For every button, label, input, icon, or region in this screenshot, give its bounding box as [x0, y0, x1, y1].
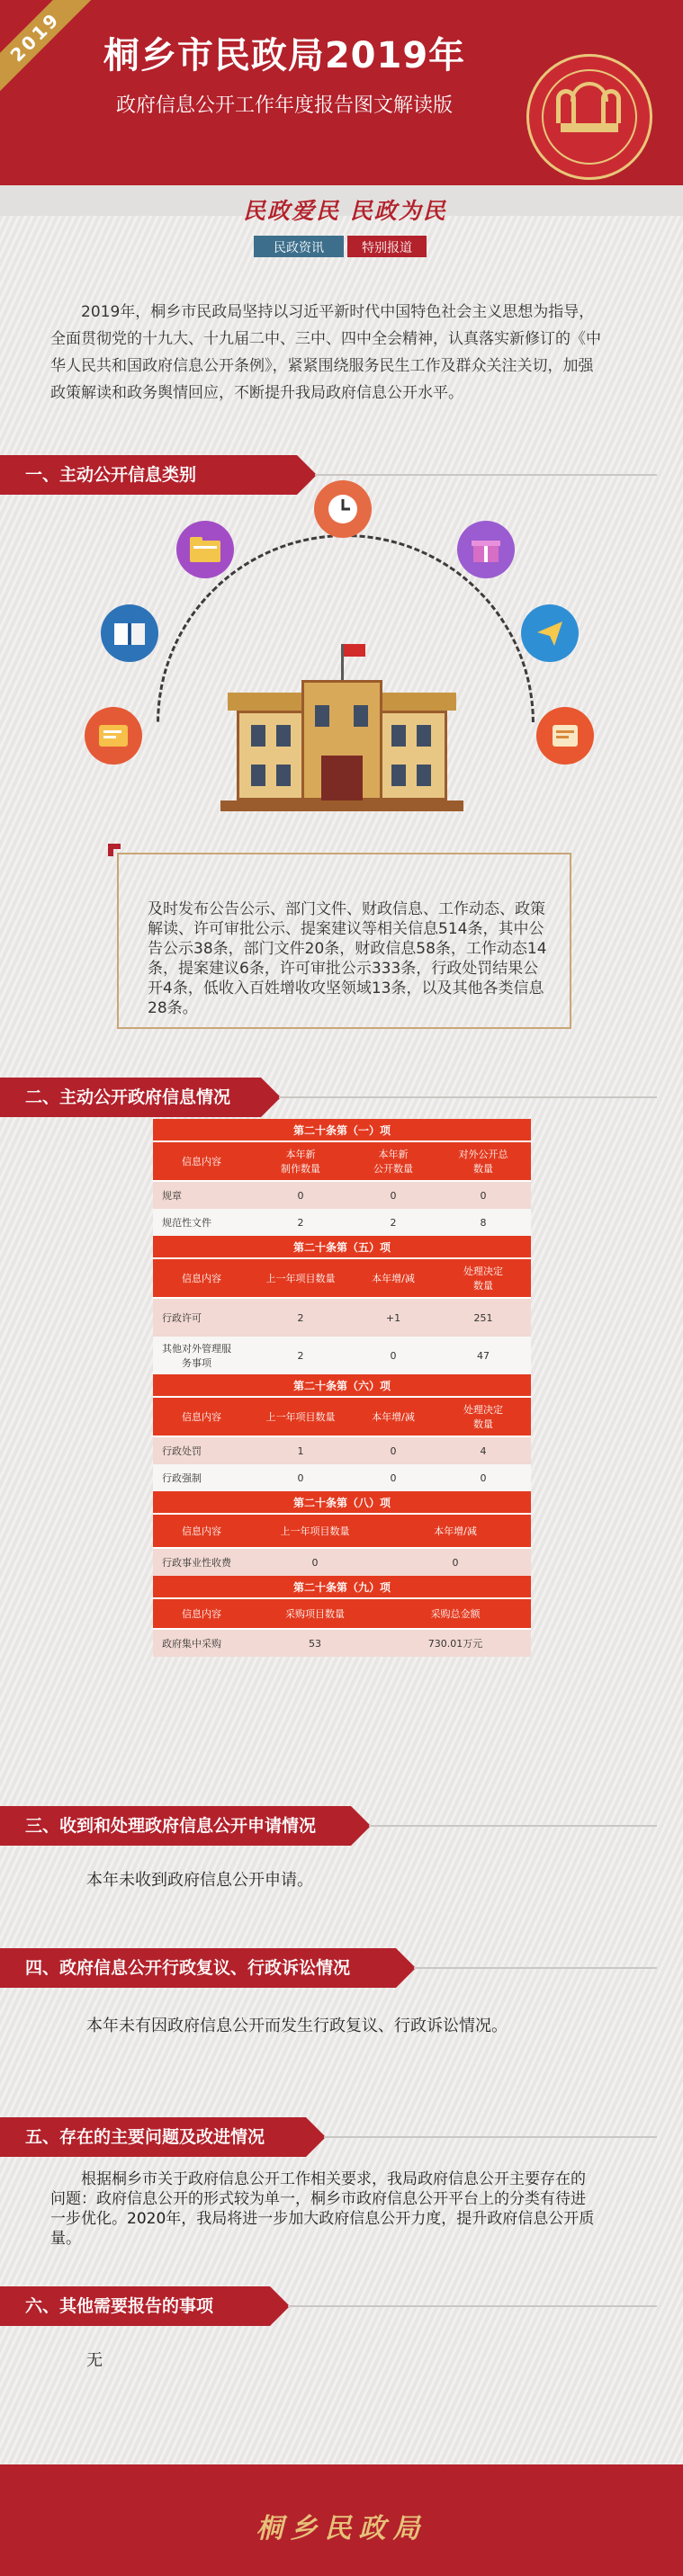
column-header: 信息内容 [182, 1156, 221, 1167]
id-card-icon [536, 707, 594, 765]
table-cell: 0 [311, 1556, 319, 1569]
table-cell: 2 [297, 1216, 304, 1229]
divider [414, 1967, 657, 1969]
send-icon [521, 604, 579, 662]
divider [324, 2136, 657, 2138]
table-cell: 53 [309, 1637, 321, 1650]
divider [315, 474, 657, 476]
table-cell: 0 [390, 1349, 397, 1362]
table-row [153, 1630, 531, 1657]
table-row [153, 1337, 531, 1374]
section-heading-1: 一、主动公开信息类别 [0, 455, 297, 495]
divider [369, 1825, 657, 1827]
column-header: 信息内容 [182, 1525, 221, 1537]
section-heading-4: 四、政府信息公开行政复议、行政诉讼情况 [0, 1948, 396, 1988]
table-cell: 政府集中采购 [162, 1638, 221, 1650]
column-header: 上一年项目数量 [265, 1273, 336, 1284]
column-header: 处理决定 数量 [463, 1266, 503, 1292]
table-cell: 0 [390, 1189, 397, 1202]
section3-paragraph: 本年未收到政府信息公开申请。 [86, 1871, 313, 1890]
section1-paragraph: 及时发布公告公示、部门文件、财政信息、工作动态、政策解读、许可审批公示、提案建议等相关信息514条，其中公告公示38条，部门文件20条，财政信息58条，工作动态14条，提案建议6条，许可审批公示333条，行政处罚结果公开4条，低收入百姓增收攻坚领域13条，以及其他各类信息28条。 [148, 900, 547, 1017]
table-header-row [153, 1398, 531, 1437]
table-cell: 规章 [162, 1190, 182, 1202]
intro-paragraph: 2019年，桐乡市民政局坚持以习近平新时代中国特色社会主义思想为指导，全面贯彻党的十九大、十九届二中、三中、四中全会精神，认真落实新修订的《中华人民共和国政府信息公开条例》，紧紧围绕服务民生工作及群众关注关切，加强政策解读和政务舆情回应，不断提升我局政府信息公开水平。 [50, 303, 601, 402]
column-header: 本年新 公开数量 [373, 1149, 413, 1175]
table-cell: 2 [297, 1349, 304, 1362]
table-cell: 2 [390, 1216, 397, 1229]
table-row [153, 1209, 531, 1236]
divider [279, 1096, 657, 1098]
table-cell: 0 [297, 1189, 304, 1202]
table-cell: 规范性文件 [162, 1217, 211, 1229]
table-title: 第二十条第（八）项 [153, 1491, 531, 1515]
gift-icon [457, 521, 515, 578]
message-icon [85, 707, 142, 765]
table-cell: 47 [477, 1349, 490, 1362]
table-cell: 0 [390, 1471, 397, 1484]
table-cell: +1 [385, 1311, 401, 1324]
table-cell: 0 [452, 1556, 459, 1569]
section-heading-3: 三、收到和处理政府信息公开申请情况 [0, 1806, 351, 1846]
section5-paragraph: 根据桐乡市关于政府信息公开工作相关要求，我局政府信息公开主要存在的问题：政府信息公开的形式较为单一，桐乡市政府信息公开平台上的分类有待进一步优化。2020年，我局将进一步加大政府信息公开力度，提升政府信息公开质量。 [50, 2170, 595, 2248]
section-heading-5: 五、存在的主要问题及改进情况 [0, 2117, 306, 2157]
column-header: 本年增/减 [434, 1525, 477, 1537]
column-header: 信息内容 [182, 1608, 221, 1620]
civil-affairs-emblem-icon [526, 54, 652, 180]
table-header-row [153, 1515, 531, 1549]
table-row [153, 1182, 531, 1209]
table-cell: 行政许可 [162, 1312, 202, 1324]
divider [288, 2305, 657, 2307]
table-row [153, 1549, 531, 1576]
section-heading-2: 二、主动公开政府信息情况 [0, 1078, 261, 1117]
table-cell: 0 [297, 1471, 304, 1484]
disclosure-tables [153, 1119, 531, 1657]
column-header: 信息内容 [182, 1273, 221, 1284]
table-cell: 251 [473, 1311, 493, 1324]
slogan: 民政爱民 民政为民 [243, 198, 447, 224]
table-cell: 行政处罚 [162, 1445, 202, 1457]
government-building-illustration [220, 666, 463, 809]
column-header: 上一年项目数量 [280, 1525, 350, 1537]
column-header: 对外公开总 数量 [458, 1149, 508, 1175]
flag-icon [344, 644, 365, 657]
table-row [153, 1464, 531, 1491]
section1-text-frame [117, 853, 571, 1029]
table-header-row [153, 1142, 531, 1182]
table-title: 第二十条第（九）项 [153, 1576, 531, 1599]
tag-bar [254, 236, 427, 257]
column-header: 采购项目数量 [285, 1608, 345, 1620]
column-header: 处理决定 数量 [463, 1404, 503, 1430]
clock-icon [314, 480, 372, 538]
table-cell: 8 [480, 1216, 487, 1229]
column-header: 信息内容 [182, 1411, 221, 1423]
book-icon [101, 604, 158, 662]
column-header: 采购总金额 [430, 1608, 481, 1620]
table-cell: 4 [480, 1445, 487, 1457]
table-cell: 行政强制 [162, 1472, 202, 1484]
table-row [153, 1437, 531, 1464]
table-title: 第二十条第（五）项 [153, 1236, 531, 1259]
footer-title: 桐乡民政局 [256, 2513, 427, 2545]
column-header: 上一年项目数量 [265, 1411, 336, 1423]
table-cell: 1 [297, 1445, 304, 1457]
table-title: 第二十条第（六）项 [153, 1374, 531, 1398]
column-header: 本年新 制作数量 [281, 1149, 320, 1175]
section-heading-6: 六、其他需要报告的事项 [0, 2286, 270, 2326]
table-cell: 行政事业性收费 [162, 1557, 231, 1569]
section4-paragraph: 本年未有因政府信息公开而发生行政复议、行政诉讼情况。 [86, 2017, 508, 2035]
table-cell: 2 [297, 1311, 304, 1324]
page-subtitle: 政府信息公开工作年度报告图文解读版 [115, 94, 453, 117]
table-cell: 0 [480, 1189, 487, 1202]
column-header: 本年增/减 [372, 1273, 415, 1284]
section6-paragraph: 无 [86, 2351, 103, 2370]
folder-icon [176, 521, 234, 578]
page-title: 桐乡市民政局2019年 [103, 35, 466, 76]
table-row [153, 1299, 531, 1337]
footer-banner [0, 2464, 683, 2576]
table-title: 第二十条第（一）项 [153, 1119, 531, 1142]
table-cell: 730.01万元 [427, 1638, 483, 1650]
tag-news[interactable]: 民政资讯 [254, 236, 344, 257]
table-header-row [153, 1259, 531, 1299]
table-cell: 0 [480, 1471, 487, 1484]
year-ribbon: 2019 [0, 0, 93, 94]
table-cell: 其他对外管理服 务事项 [162, 1343, 231, 1369]
column-header: 本年增/减 [372, 1411, 415, 1423]
tag-special-report[interactable]: 特别报道 [347, 236, 427, 257]
header-banner [0, 0, 683, 209]
table-header-row [153, 1599, 531, 1630]
table-cell: 0 [390, 1445, 397, 1457]
